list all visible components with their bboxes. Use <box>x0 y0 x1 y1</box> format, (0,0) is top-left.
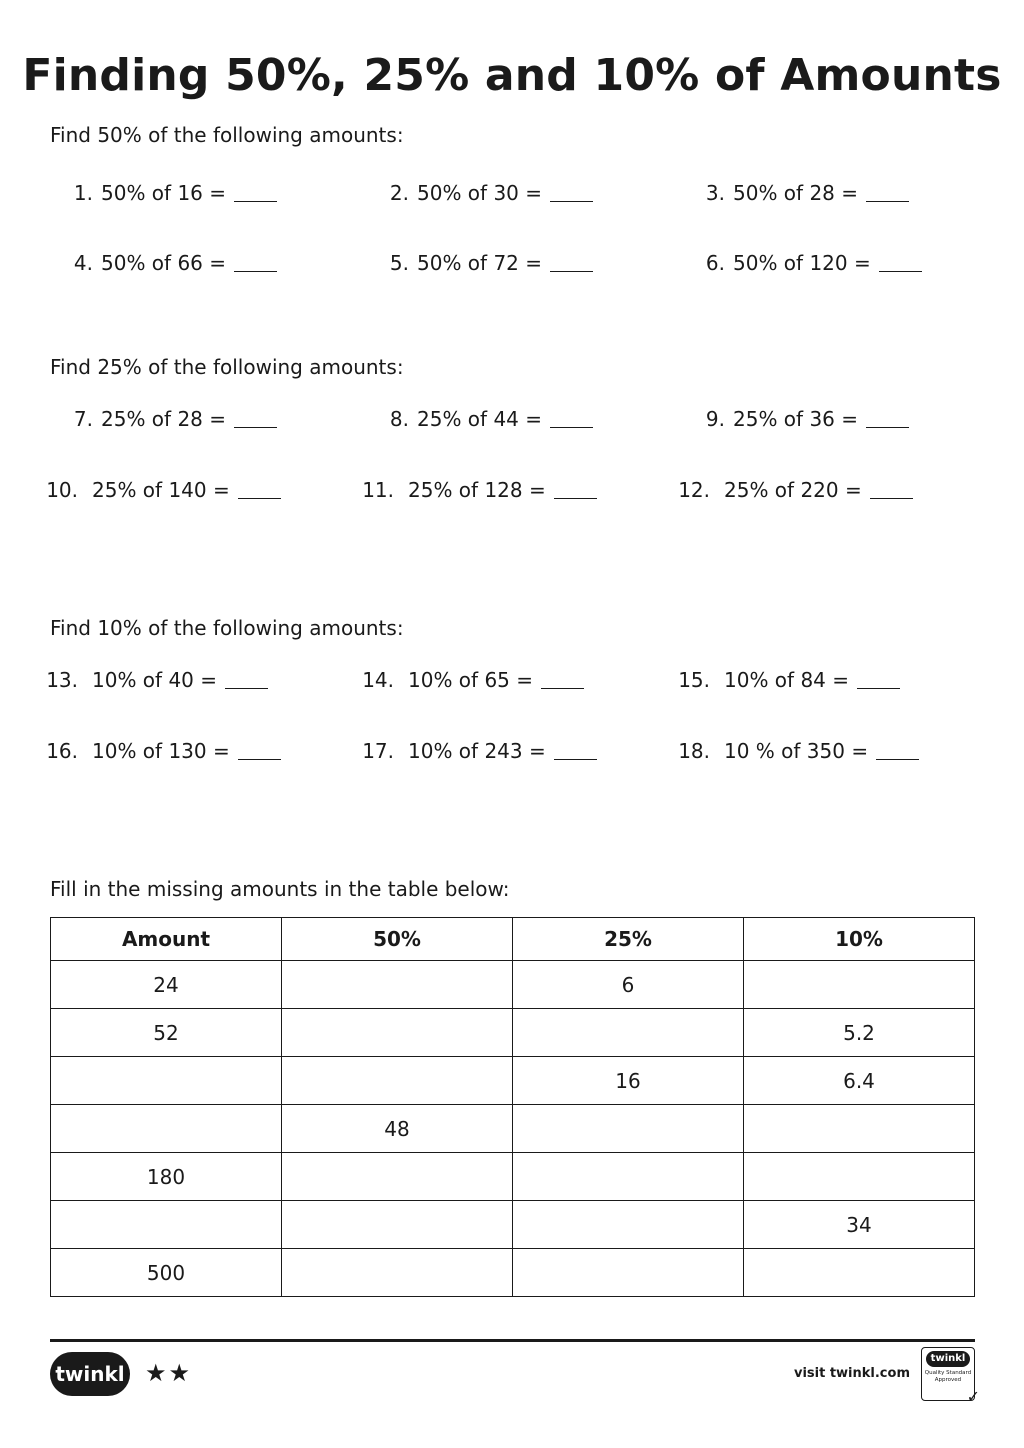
badge-text: Quality Standard Approved <box>924 1370 972 1383</box>
question-number: 6. <box>705 251 725 275</box>
table-cell[interactable] <box>282 961 513 1009</box>
table-header-row <box>51 918 975 961</box>
question-15 <box>672 668 900 692</box>
section-heading-25: Find 25% of the following amounts: <box>50 355 404 379</box>
amounts-table <box>50 917 975 1297</box>
table-cell: 6 <box>513 961 744 1009</box>
table-cell: 6.4 <box>744 1057 975 1105</box>
table-cell: 52 <box>51 1009 282 1057</box>
difficulty-stars: ★★ <box>145 1359 193 1387</box>
table-cell: 500 <box>51 1249 282 1297</box>
table-heading: Fill in the missing amounts in the table below: <box>50 877 510 901</box>
question-expression: 50% of 120 = <box>733 251 871 275</box>
twinkl-logo <box>50 1352 130 1396</box>
table-cell[interactable] <box>282 1249 513 1297</box>
question-expression: 50% of 66 = <box>101 251 227 275</box>
question-12 <box>672 478 913 502</box>
table-cell[interactable] <box>513 1201 744 1249</box>
question-number: 1. <box>73 181 93 205</box>
footer-divider <box>50 1339 975 1342</box>
table-cell[interactable] <box>744 1153 975 1201</box>
badge-logo: twinkl <box>926 1351 971 1367</box>
question-14 <box>356 668 584 692</box>
section-heading-10: Find 10% of the following amounts: <box>50 616 404 640</box>
visit-link[interactable]: visit twinkl.com <box>793 1366 910 1381</box>
question-expression: 10% of 130 = <box>92 739 230 763</box>
question-expression: 50% of 30 = <box>417 181 543 205</box>
question-number: 4. <box>73 251 93 275</box>
header-50-percent: 50% <box>282 918 513 961</box>
answer-blank[interactable] <box>550 199 593 202</box>
question-9 <box>682 407 909 431</box>
question-number: 17. <box>362 739 394 763</box>
table-row <box>51 1249 975 1297</box>
answer-blank[interactable] <box>234 269 277 272</box>
question-16 <box>40 739 281 763</box>
question-number: 3. <box>705 181 725 205</box>
question-number: 8. <box>389 407 409 431</box>
question-expression: 50% of 16 = <box>101 181 227 205</box>
table-cell: 16 <box>513 1057 744 1105</box>
question-number: 2. <box>389 181 409 205</box>
question-expression: 25% of 28 = <box>101 407 227 431</box>
question-7 <box>50 407 277 431</box>
answer-blank[interactable] <box>238 496 281 499</box>
table-row <box>51 1057 975 1105</box>
answer-blank[interactable] <box>876 757 919 760</box>
question-number: 7. <box>73 407 93 431</box>
question-number: 10. <box>46 478 78 502</box>
answer-blank[interactable] <box>554 757 597 760</box>
question-5 <box>366 251 593 275</box>
answer-blank[interactable] <box>879 269 922 272</box>
table-cell[interactable] <box>51 1201 282 1249</box>
question-13 <box>40 668 268 692</box>
question-number: 16. <box>46 739 78 763</box>
question-number: 11. <box>362 478 394 502</box>
answer-blank[interactable] <box>550 269 593 272</box>
answer-blank[interactable] <box>238 757 281 760</box>
table-row <box>51 1105 975 1153</box>
table-cell: 24 <box>51 961 282 1009</box>
table-cell[interactable] <box>744 1105 975 1153</box>
question-expression: 10% of 65 = <box>408 668 534 692</box>
question-10 <box>40 478 281 502</box>
answer-blank[interactable] <box>866 199 909 202</box>
table-cell[interactable] <box>744 961 975 1009</box>
header-amount: Amount <box>51 918 282 961</box>
table-row <box>51 961 975 1009</box>
table-cell: 34 <box>744 1201 975 1249</box>
table-cell[interactable] <box>513 1105 744 1153</box>
table-cell: 48 <box>282 1105 513 1153</box>
question-6 <box>682 251 922 275</box>
header-10-percent: 10% <box>744 918 975 961</box>
table-cell[interactable] <box>513 1153 744 1201</box>
table-row <box>51 1009 975 1057</box>
section-heading-50: Find 50% of the following amounts: <box>50 123 404 147</box>
question-expression: 25% of 220 = <box>724 478 862 502</box>
table-cell[interactable] <box>282 1009 513 1057</box>
question-number: 18. <box>678 739 710 763</box>
table-cell[interactable] <box>744 1249 975 1297</box>
question-expression: 50% of 72 = <box>417 251 543 275</box>
answer-blank[interactable] <box>225 686 268 689</box>
answer-blank[interactable] <box>554 496 597 499</box>
table-cell[interactable] <box>282 1201 513 1249</box>
question-number: 14. <box>362 668 394 692</box>
question-4 <box>50 251 277 275</box>
question-number: 9. <box>705 407 725 431</box>
question-17 <box>356 739 597 763</box>
question-number: 12. <box>678 478 710 502</box>
answer-blank[interactable] <box>866 425 909 428</box>
question-18 <box>672 739 919 763</box>
question-expression: 25% of 44 = <box>417 407 543 431</box>
question-number: 5. <box>389 251 409 275</box>
answer-blank[interactable] <box>234 425 277 428</box>
table-cell[interactable] <box>282 1153 513 1201</box>
question-expression: 10% of 40 = <box>92 668 218 692</box>
table-cell[interactable] <box>51 1057 282 1105</box>
question-2 <box>366 181 593 205</box>
table-row <box>51 1201 975 1249</box>
table-cell: 180 <box>51 1153 282 1201</box>
question-expression: 25% of 128 = <box>408 478 546 502</box>
answer-blank[interactable] <box>857 686 900 689</box>
question-expression: 10 % of 350 = <box>724 739 869 763</box>
page-title: Finding 50%, 25% and 10% of Amounts <box>22 50 1002 101</box>
question-1 <box>50 181 277 205</box>
question-expression: 50% of 28 = <box>733 181 859 205</box>
table-cell: 5.2 <box>744 1009 975 1057</box>
question-number: 15. <box>678 668 710 692</box>
question-11 <box>356 478 597 502</box>
question-expression: 10% of 84 = <box>724 668 850 692</box>
question-expression: 10% of 243 = <box>408 739 546 763</box>
question-8 <box>366 407 593 431</box>
logo-text: twinkl <box>55 1362 125 1386</box>
quality-badge <box>921 1347 980 1406</box>
question-number: 13. <box>46 668 78 692</box>
answer-blank[interactable] <box>550 425 593 428</box>
table-cell[interactable] <box>282 1057 513 1105</box>
table-cell[interactable] <box>51 1105 282 1153</box>
table-row <box>51 1153 975 1201</box>
question-3 <box>682 181 909 205</box>
check-icon: ✓ <box>966 1387 980 1406</box>
answer-blank[interactable] <box>234 199 277 202</box>
table-cell[interactable] <box>513 1009 744 1057</box>
question-expression: 25% of 36 = <box>733 407 859 431</box>
table-cell[interactable] <box>513 1249 744 1297</box>
answer-blank[interactable] <box>870 496 913 499</box>
answer-blank[interactable] <box>541 686 584 689</box>
question-expression: 25% of 140 = <box>92 478 230 502</box>
header-25-percent: 25% <box>513 918 744 961</box>
